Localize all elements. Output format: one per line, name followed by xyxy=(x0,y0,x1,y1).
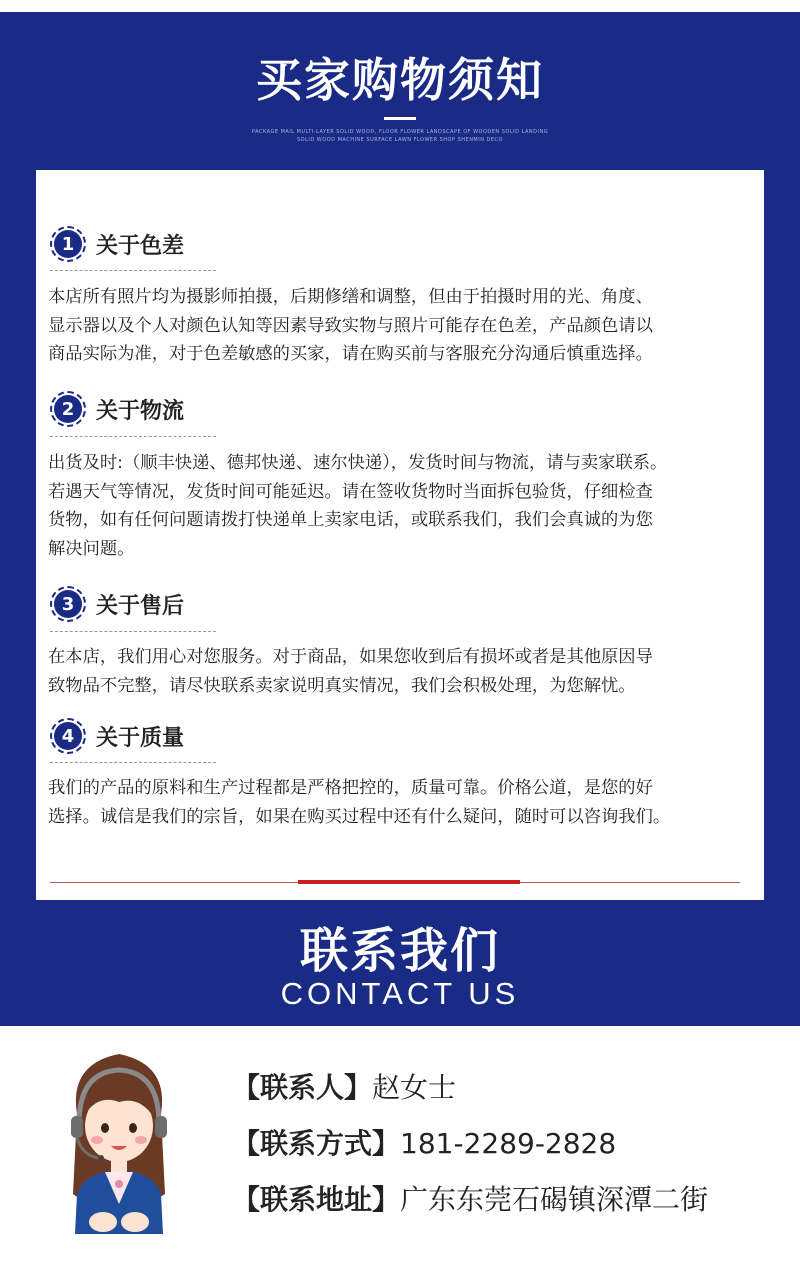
body-line: 在本店，我们用心对您服务。对于商品，如果您收到后有损坏或者是其他原因导 xyxy=(48,647,653,667)
contact-title: 联系我们 xyxy=(299,923,500,979)
contact-person-value: 赵女士 xyxy=(372,1071,457,1104)
body-line: 若遇天气等情况，发货时间可能延迟。请在签收货物时当面拆包验货，仔细检查 xyxy=(48,481,653,502)
section-divider xyxy=(50,762,216,763)
footer-divider-accent xyxy=(298,880,520,884)
section-body-aftersale xyxy=(48,643,768,700)
section-divider xyxy=(50,436,216,437)
contact-person-label: 【联系人】 xyxy=(232,1071,373,1104)
section-title: 关于色差 xyxy=(96,233,185,259)
section-number: 2 xyxy=(54,395,82,423)
contact-address xyxy=(232,1178,708,1218)
section-header-logistics xyxy=(50,391,184,427)
section-header-aftersale xyxy=(50,586,184,622)
body-line: 选择。诚信是我们的宗旨，如果在购买过程中还有什么疑问，随时可以咨询我们。 xyxy=(48,806,671,827)
number-badge-icon xyxy=(50,226,86,262)
body-line: 商品实际为准，对于色差敏感的买家，请在购买前与客服充分沟通后慎重选择。 xyxy=(48,344,653,364)
number-badge-icon xyxy=(50,391,86,427)
contact-address-label: 【联系地址】 xyxy=(232,1183,401,1216)
contact-phone xyxy=(232,1122,616,1162)
body-line: 解决问题。 xyxy=(48,538,135,559)
section-divider xyxy=(50,631,216,632)
section-header-quality xyxy=(50,718,184,754)
body-line: 显示器以及个人对颜色认知等因素导致实物与照片可能存在色差，产品颜色请以 xyxy=(48,315,653,336)
number-badge-icon xyxy=(50,586,86,622)
contact-phone-label: 【联系方式】 xyxy=(232,1127,401,1160)
section-body-quality xyxy=(48,774,768,831)
body-line: 出货及时:（顺丰快递、德邦快递、速尔快递），发货时间与物流，请与卖家联系。 xyxy=(48,453,668,473)
section-title: 关于售后 xyxy=(96,593,185,619)
body-line: 货物，如有任何问题请拨打快递单上卖家电话，或联系我们，我们会真诚的为您 xyxy=(48,510,653,530)
section-header-color xyxy=(50,226,184,262)
section-body-logistics xyxy=(48,449,768,563)
section-number: 3 xyxy=(54,590,82,618)
body-line: 我们的产品的原料和生产过程都是严格把控的，质量可靠。价格公道，是您的好 xyxy=(48,778,653,798)
section-number: 1 xyxy=(54,230,82,258)
title-subtext: PACKAGE MAIL MULTI-LAYER SOLID WOOD, FLOOR FLOWER LANDSCAPE OF WOODEN SOLID LANDING SOLID WOOD MACHINE SURFACE LAWN FLOWER SHOP SHENMIN DECO xyxy=(251,129,549,143)
section-title: 关于质量 xyxy=(96,725,185,751)
title-underline xyxy=(384,117,416,120)
body-line: 本店所有照片均为摄影师拍摄，后期修缮和调整，但由于拍摄时用的光、角度、 xyxy=(48,287,653,307)
contact-person xyxy=(232,1066,456,1106)
section-title: 关于物流 xyxy=(96,398,185,424)
section-body-color xyxy=(48,283,768,369)
section-divider xyxy=(50,270,216,271)
number-badge-icon xyxy=(50,718,86,754)
body-line: 致物品不完整，请尽快联系卖家说明真实情况，我们会积极处理，为您解忧。 xyxy=(48,675,636,696)
contact-phone-value: 181-2289-2828 xyxy=(400,1127,617,1160)
contact-address-value: 广东东莞石碣镇深潭二街 xyxy=(400,1183,709,1216)
contact-subtitle: CONTACT US xyxy=(280,976,520,1011)
section-number: 4 xyxy=(54,722,82,750)
customer-service-avatar-icon xyxy=(55,1044,183,1234)
page-title: 买家购物须知 xyxy=(256,53,544,107)
